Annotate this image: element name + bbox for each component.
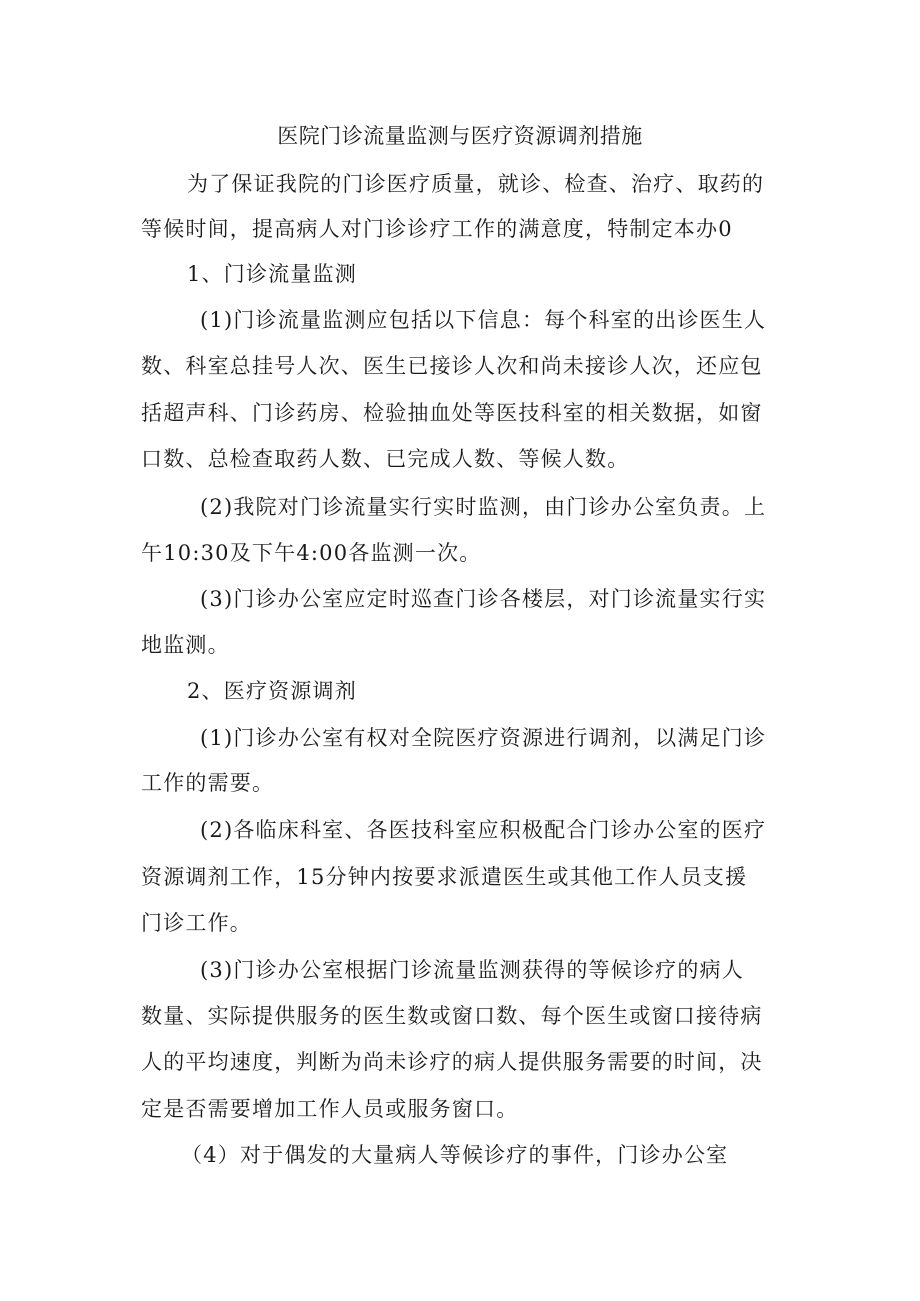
item-2-3-line-3: 人的平均速度，判断为尚未诊疗的病人提供服务需要的时间，决	[141, 1050, 763, 1074]
item-1-3-line-2: 地监测。	[141, 633, 230, 657]
item-2-4-line-1: （4）对于偶发的大量病人等候诊疗的事件，门诊办公室	[181, 1143, 729, 1167]
item-2-3-line-4: 定是否需要增加工作人员或服务窗口。	[141, 1097, 519, 1121]
paragraph-intro-line-2: 等候时间，提高病人对门诊诊疗工作的满意度，特制定本办0	[141, 217, 733, 241]
item-1-2-line-2: 午10:30及下午4:00各监测一次。	[141, 541, 482, 565]
paragraph-intro-line-1: 为了保证我院的门诊医疗质量，就诊、检查、治疗、取药的	[187, 172, 765, 196]
item-2-1-line-2: 工作的需要。	[141, 771, 275, 795]
item-2-2-line-1: (2)各临床科室、各医技科室应积极配合门诊办公室的医疗	[200, 818, 767, 842]
item-1-3-line-1: (3)门诊办公室应定时巡查门诊各楼层，对门诊流量实行实	[200, 587, 767, 611]
item-2-3-line-2: 数量、实际提供服务的医生数或窗口数、每个医生或窗口接待病	[141, 1004, 763, 1028]
section-heading-1: 1、门诊流量监测	[187, 262, 357, 286]
item-1-1-line-2: 数、科室总挂号人次、医生已接诊人次和尚未接诊人次，还应包	[141, 354, 763, 378]
item-2-3-line-1: (3)门诊办公室根据门诊流量监测获得的等候诊疗的病人	[200, 958, 744, 982]
item-1-1-line-3: 括超声科、门诊药房、检验抽血处等医技科室的相关数据，如窗	[141, 401, 763, 425]
item-2-2-line-2: 资源调剂工作，15分钟内按要求派遣医生或其他工作人员支援	[141, 865, 748, 889]
item-2-1-line-1: (1)门诊办公室有权对全院医疗资源进行调剂，以满足门诊	[200, 726, 767, 750]
item-1-2-line-1: (2)我院对门诊流量实行实时监测，由门诊办公室负责。上	[200, 495, 767, 519]
item-1-1-line-1: (1)门诊流量监测应包括以下信息：每个科室的出诊医生人	[200, 308, 767, 332]
item-2-2-line-3: 门诊工作。	[141, 911, 252, 935]
document-title: 医院门诊流量监测与医疗资源调剂措施	[277, 124, 643, 148]
item-1-1-line-4: 口数、总检查取药人数、已完成人数、等候人数。	[141, 447, 630, 471]
section-heading-2: 2、医疗资源调剂	[187, 679, 357, 703]
